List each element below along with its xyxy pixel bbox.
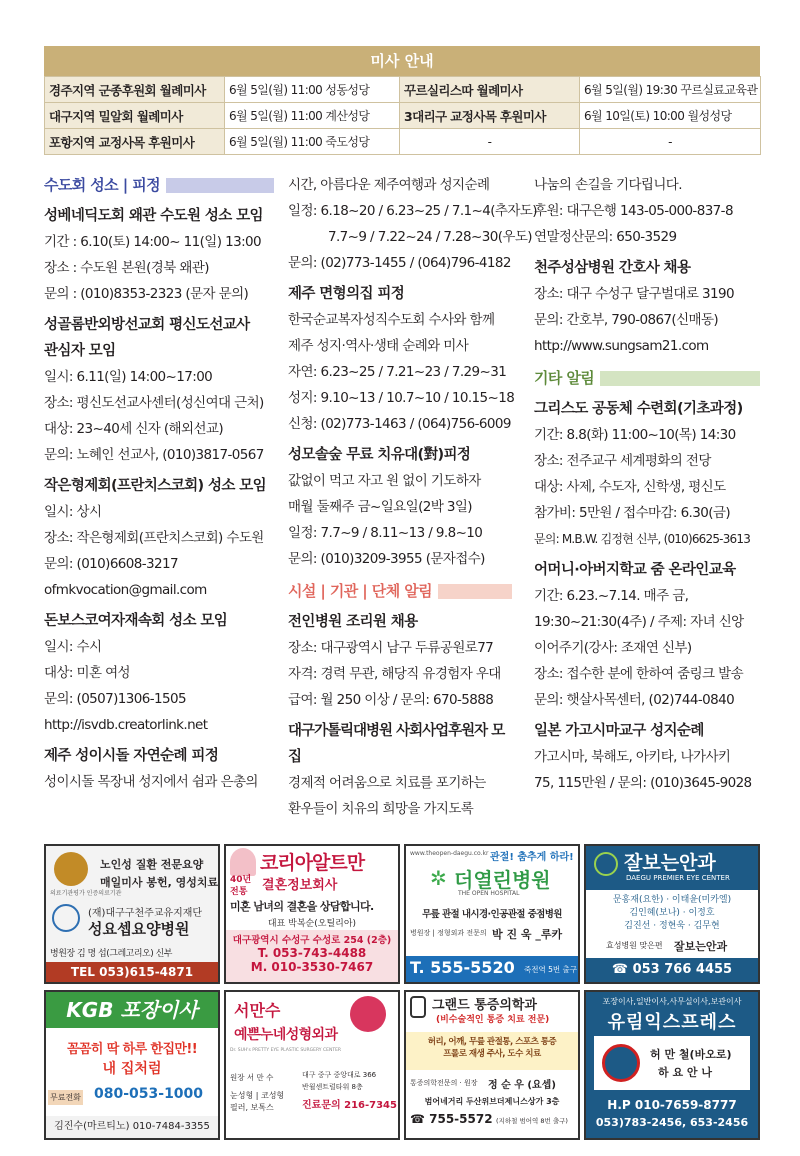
- item-title: 일본 가고시마교구 성지순례: [534, 723, 704, 739]
- section-title: 시설 | 기관 | 단체 알림: [288, 582, 432, 600]
- item-line: 대상: 미혼 여성: [44, 665, 130, 681]
- contact-card: [594, 1036, 750, 1090]
- item-title: 성골롬반외방선교회 평신도선교사: [44, 317, 250, 333]
- notice-item: [534, 718, 760, 796]
- ad-subtitle: 결혼정보회사: [262, 878, 338, 893]
- section-header: [288, 578, 512, 604]
- item-line: 장소: 대구광역시 남구 두류공원로77: [288, 640, 494, 656]
- ad-location: (지하철 범어역 8번 출구): [496, 1117, 568, 1125]
- ad-line: 무료전화: [48, 1090, 83, 1105]
- item-title: 제주 성이시돌 자연순례 피정: [44, 748, 219, 764]
- mass-name: 포항지역 교정사목 후원미사: [45, 129, 225, 155]
- ad-the-open-hospital[interactable]: [404, 844, 580, 984]
- mass-name: 대구지역 밀알회 월례미사: [45, 103, 225, 129]
- item-line: 시간, 아름다운 제주여행과 성지순례: [288, 177, 490, 193]
- column-3: [534, 172, 760, 796]
- notice-item: [44, 608, 274, 738]
- item-line: 장소: 대구 수성구 달구벌대로 3190: [534, 286, 734, 302]
- mass-info: 6월 5일(월) 19:30 꾸르실료교육관: [580, 77, 761, 103]
- ad-grand-pain-clinic[interactable]: [404, 990, 580, 1140]
- notice-item: [288, 609, 512, 713]
- item-line: 기간 : 6.10(토) 14:00~ 11(일) 13:00: [44, 234, 261, 250]
- ad-line: 무릎 관절 내시경·인공관절 중점병원: [422, 909, 562, 920]
- section-bar: [600, 371, 760, 386]
- item-line: 성지: 9.10~13 / 10.7~10 / 10.15~18: [288, 390, 515, 406]
- notice-item: [288, 442, 512, 572]
- notice-item: [44, 473, 274, 603]
- item-line: 문의: (010)6608-3217: [44, 556, 179, 572]
- item-line: 일시: 6.11(일) 14:00~17:00: [44, 369, 213, 385]
- ad-premier-eye-center[interactable]: [584, 844, 760, 984]
- ad-line: 허리, 어깨, 무릎 관절통, 스포츠 통증: [427, 1037, 557, 1047]
- item-line: 문의: (010)3209-3955 (문자접수): [288, 551, 485, 567]
- item-title: 대구가톨릭대병원 사회사업후원자 모집: [288, 723, 505, 765]
- mass-title: 미사 안내: [44, 46, 760, 76]
- item-line: 매월 둘째주 금~일요일(2박 3일): [288, 499, 472, 515]
- item-title: 그리스도 공동체 수련회(기초과정): [534, 401, 743, 417]
- ad-location: 죽전역 5번 출구: [524, 965, 578, 974]
- ad-line: 병원장 | 정형외과 전문의: [410, 929, 487, 937]
- mass-name: -: [400, 129, 580, 155]
- item-line: 경제적 어려움으로 치료를 포기하는: [288, 775, 486, 791]
- item-line: 급여: 월 250 이상 / 문의: 670-5888: [288, 692, 494, 708]
- item-title: 성베네딕도회 왜관 수도원 성소 모임: [44, 208, 263, 224]
- item-line: 참가비: 5만원 / 접수마감: 6.30(금): [534, 505, 731, 521]
- ad-name: 허 만 철(바오로): [650, 1048, 732, 1061]
- item-line: 기간: 8.8(화) 11:00~10(목) 14:30: [534, 427, 736, 443]
- ad-title: 그랜드 통증의학과: [432, 998, 537, 1013]
- ad-line: 매일미사 봉헌, 영성치료: [100, 876, 219, 889]
- ad-services: 포장이사,일반이사,사무실이사,보관이사: [602, 997, 742, 1006]
- contact-box: [226, 930, 398, 982]
- ad-title-en: THE OPEN HOSPITAL: [458, 890, 520, 897]
- ad-phone: ☎ 755-5572: [410, 1112, 493, 1126]
- ad-phone: 진료문의 216-7345: [302, 1100, 397, 1111]
- section-header: [44, 172, 274, 198]
- item-line: 장소: 평신도선교사센터(성신여대 근처): [44, 395, 264, 411]
- item-line: 한국순교복자성직수도회 수사와 함께: [288, 312, 495, 328]
- item-line: 대상: 사제, 수도자, 신학생, 평신도: [534, 479, 726, 495]
- item-line: 대상: 23~40세 신자 (해외선교): [44, 421, 223, 437]
- ad-phone: H.P 010-7659-8777: [607, 1098, 737, 1112]
- item-line: 문의: M.B.W. 김정현 신부, (010)6625-3613: [534, 532, 751, 546]
- certification-badge-icon: [54, 852, 88, 886]
- item-line: 문의: 햇살사목센터, (02)744-0840: [534, 692, 735, 708]
- mass-table: [44, 76, 761, 155]
- notice-item: [534, 396, 760, 552]
- ad-pretty-eye-clinic[interactable]: [224, 990, 400, 1140]
- item-line: 문의 : (010)8353-2323 (문자 문의): [44, 286, 249, 302]
- ad-phone: 080-053-1000: [94, 1086, 204, 1102]
- notice-item: [534, 255, 760, 359]
- item-title: 작은형제회(프란치스코회) 성소 모임: [44, 478, 267, 494]
- item-line: 성이시돌 목장내 성지에서 쉼과 은총의: [44, 774, 258, 790]
- item-line: 신청: (02)773-1463 / (064)756-6009: [288, 416, 511, 432]
- ad-title: 코리아알트만: [260, 852, 365, 874]
- ad-line: 노인성 질환 전문요양: [100, 858, 204, 871]
- item-line: 문의: (02)773-1455 / (064)796-4182: [288, 255, 511, 271]
- pillar-logo-icon: [410, 996, 426, 1018]
- column-1: [44, 172, 274, 795]
- mass-notice: [44, 46, 760, 155]
- section-title: 수도회 성소 | 피정: [44, 176, 160, 194]
- item-line: 연말정산문의: 650-3529: [534, 229, 677, 245]
- mass-info: -: [580, 129, 761, 155]
- ad-title: 유림익스프레스: [607, 1012, 737, 1033]
- item-line: 장소: 작은형제회(프란치스코회) 수도원: [44, 530, 264, 546]
- contact-bar: [406, 956, 578, 982]
- ad-line: 필러, 보톡스: [230, 1103, 274, 1112]
- item-line: 일시: 상시: [44, 504, 102, 520]
- eye-logo-icon: [350, 996, 386, 1032]
- website-link[interactable]: http://www.sungsam21.com: [534, 338, 709, 354]
- email-link[interactable]: ofmkvocation@gmail.com: [44, 582, 207, 598]
- ad-slogan: 꼼꼼히 딱 하루 한집만!!: [66, 1042, 198, 1057]
- ad-subtitle: (비수술적인 통증 치료 전문): [436, 1015, 550, 1025]
- doctor-line: 문홍재(요한) · 이태윤(미카엘): [612, 895, 732, 905]
- ad-phone: T. 555-5520: [410, 958, 515, 977]
- eye-logo-icon: [594, 852, 618, 876]
- section-bar: [438, 584, 512, 599]
- doctor-line: 김인혜(보나) · 이정호: [629, 908, 715, 918]
- mass-info: 6월 5일(월) 11:00 죽도성당: [225, 129, 400, 155]
- ad-phone: M. 010-3530-7467: [250, 960, 374, 974]
- section-header: [534, 365, 760, 391]
- item-title: 돈보스코여자재속회 성소 모임: [44, 613, 228, 629]
- table-row: [45, 103, 761, 129]
- section-bar: [166, 178, 274, 193]
- ad-korea-altman[interactable]: [224, 844, 400, 984]
- ad-kgb-moving[interactable]: [44, 990, 220, 1140]
- item-line: 제주 성지·역사·생태 순례와 미사: [288, 338, 469, 354]
- ad-title: 잘보는안과: [624, 852, 716, 874]
- item-line: 후원: 대구은행 143-05-000-837-8: [534, 203, 733, 219]
- ad-address: 대구광역시 수성구 수성로 254 (2층): [232, 935, 392, 946]
- ad-phone: TEL 053)615-4871: [46, 962, 218, 982]
- notice-item: [44, 312, 274, 468]
- ad-doctor: 서만수: [234, 1001, 281, 1020]
- item-line: 75, 115만원 / 문의: (010)3645-9028: [534, 775, 752, 791]
- treatment-box: [406, 1032, 578, 1070]
- ad-line: 눈성형 | 코성형: [230, 1091, 285, 1100]
- ad-line: 원장 서 만 수: [230, 1073, 274, 1082]
- item-line: 이어주기(강사: 조재연 신부): [534, 640, 692, 656]
- ad-title: 성요셉요양병원: [88, 920, 190, 938]
- ad-line: 미혼 남녀의 결혼을 상담합니다.: [230, 900, 374, 913]
- item-line: 문의: (0507)1306-1505: [44, 691, 186, 707]
- ad-address: 반월센트럴타워 8층: [302, 1083, 363, 1091]
- item-title: 성모솔숲 무료 치유대(對)피정: [288, 447, 471, 463]
- table-row: [45, 77, 761, 103]
- item-line: 자격: 경력 무관, 해당직 유경험자 우대: [288, 666, 501, 682]
- item-line: 7.7~9 / 7.22~24 / 7.28~30(우도): [328, 229, 532, 245]
- ad-url: www.theopen-daegu.co.kr: [410, 850, 489, 857]
- ad-title-en: Dr. SUH's PRETTY EYE PLASTIC SURGERY CENTER: [230, 1048, 342, 1053]
- item-line: 기간: 6.23.~7.14. 매주 금,: [534, 588, 689, 604]
- ad-title: 예쁜누네성형외과: [234, 1027, 338, 1043]
- ad-doctor: 박 진 욱 _루카: [492, 928, 563, 941]
- ad-yurim-express[interactable]: [584, 990, 760, 1140]
- column-2: [288, 172, 537, 822]
- notice-item: [288, 281, 515, 437]
- item-line: 나눔의 손길을 기다립니다.: [534, 177, 682, 193]
- ad-phone: ☎ 053 766 4455: [586, 958, 758, 982]
- item-line: 일시: 수시: [44, 639, 102, 655]
- mass-info: 6월 5일(월) 11:00 계산성당: [225, 103, 400, 129]
- ad-slogan: 내 집처럼: [102, 1061, 162, 1077]
- item-line: 문의: 간호부, 790-0867(신매동): [534, 312, 719, 328]
- ad-line: 병원장 김 명 섭(그레고리오) 신부: [50, 949, 172, 959]
- item-line: 장소: 전주교구 세계평화의 전당: [534, 453, 711, 469]
- ad-slogan: 관절! 춤추게 하라!: [490, 852, 574, 863]
- item-line: 값없이 먹고 자고 원 없이 기도하자: [288, 473, 481, 489]
- ad-line: 프롤로 재생 주사, 도수 치료: [443, 1049, 541, 1059]
- item-title: 천주성삼병원 간호사 채용: [534, 260, 691, 276]
- ad-doctor: 정 순 우 (요셉): [488, 1080, 556, 1091]
- item-line: 일정: 7.7~9 / 8.11~13 / 9.8~10: [288, 525, 483, 541]
- ad-seong-yoseop-hospital[interactable]: [44, 844, 220, 984]
- mass-name: 3대리구 교정사목 후원미사: [400, 103, 580, 129]
- notice-item: [44, 743, 274, 795]
- item-line: 장소 : 수도원 본원(경북 왜관): [44, 260, 209, 276]
- ad-name: 하 요 안 나: [658, 1066, 712, 1079]
- notice-item: [288, 718, 512, 822]
- mass-name: 경주지역 군종후원회 월례미사: [45, 77, 225, 103]
- ad-line: 통증의학전문의 · 원장: [410, 1079, 478, 1087]
- ad-name: 잘보는안과: [674, 940, 728, 953]
- badge-text: 의료기관평가 인증의료기관: [50, 890, 122, 897]
- item-line: 일정: 6.18~20 / 6.23~25 / 7.1~4(추자도): [288, 203, 537, 219]
- ad-phone: 053)783-2456, 653-2456: [595, 1116, 749, 1129]
- ad-address: 대구 중구 중앙대로 366: [302, 1071, 377, 1079]
- section-title: 기타 알림: [534, 369, 595, 387]
- item-line: 장소: 접수한 분에 한하여 줌링크 발송: [534, 666, 744, 682]
- mass-info: 6월 5일(월) 11:00 성동성당: [225, 77, 400, 103]
- item-title: 제주 면형의집 피정: [288, 286, 405, 302]
- ad-line: 대표 박복순(오틸리아): [267, 919, 357, 929]
- person-icon: ✲: [430, 866, 447, 890]
- notice-item: [534, 557, 760, 713]
- ad-phone: T. 053-743-4488: [257, 946, 367, 960]
- item-title: 전인병원 조리원 채용: [288, 614, 418, 630]
- foundation-logo-icon: [52, 904, 80, 932]
- item-line: 19:30~21:30(4주) / 주제: 자녀 신앙: [534, 614, 744, 630]
- mass-name: 꾸르실리스따 월례미사: [400, 77, 580, 103]
- ad-title: KGB 포장이사: [46, 992, 218, 1028]
- ad-title-en: DAEGU PREMIER EYE CENTER: [626, 874, 730, 882]
- ad-address: 범어네거리 두산위브더제니스상가 3층: [424, 1097, 560, 1106]
- doctor-list: [586, 894, 758, 933]
- ad-line: (재)대구구천주교유지재단: [88, 908, 203, 919]
- notice-item: [44, 203, 274, 307]
- item-title: 어머니·아버지학교 줌 온라인교육: [534, 562, 736, 578]
- item-line: 문의: 노혜인 선교사, (010)3817-0567: [44, 447, 264, 463]
- ad-years-sub: 전통: [230, 887, 248, 897]
- item-title: 관심자 모임: [44, 343, 116, 359]
- item-line: 가고시마, 북해도, 아키타, 나가사키: [534, 749, 731, 765]
- ads-grid: [44, 844, 760, 1140]
- ad-contact: 김진수(마르티노) 010-7484-3355: [46, 1116, 218, 1138]
- company-logo-icon: [602, 1044, 640, 1082]
- table-row: [45, 129, 761, 155]
- mass-info: 6월 10일(토) 10:00 월성성당: [580, 103, 761, 129]
- item-line: 자연: 6.23~25 / 7.21~23 / 7.29~31: [288, 364, 507, 380]
- doctor-line: 김진선 · 정현욱 · 김무현: [624, 921, 720, 931]
- ad-title: 더열린병원: [454, 868, 551, 892]
- website-link[interactable]: http://isvdb.creatorlink.net: [44, 717, 208, 733]
- item-line: 환우들이 치유의 희망을 가지도록: [288, 801, 474, 817]
- ad-location: 효성병원 맞은편: [606, 941, 663, 950]
- ad-years: 40년: [230, 875, 252, 885]
